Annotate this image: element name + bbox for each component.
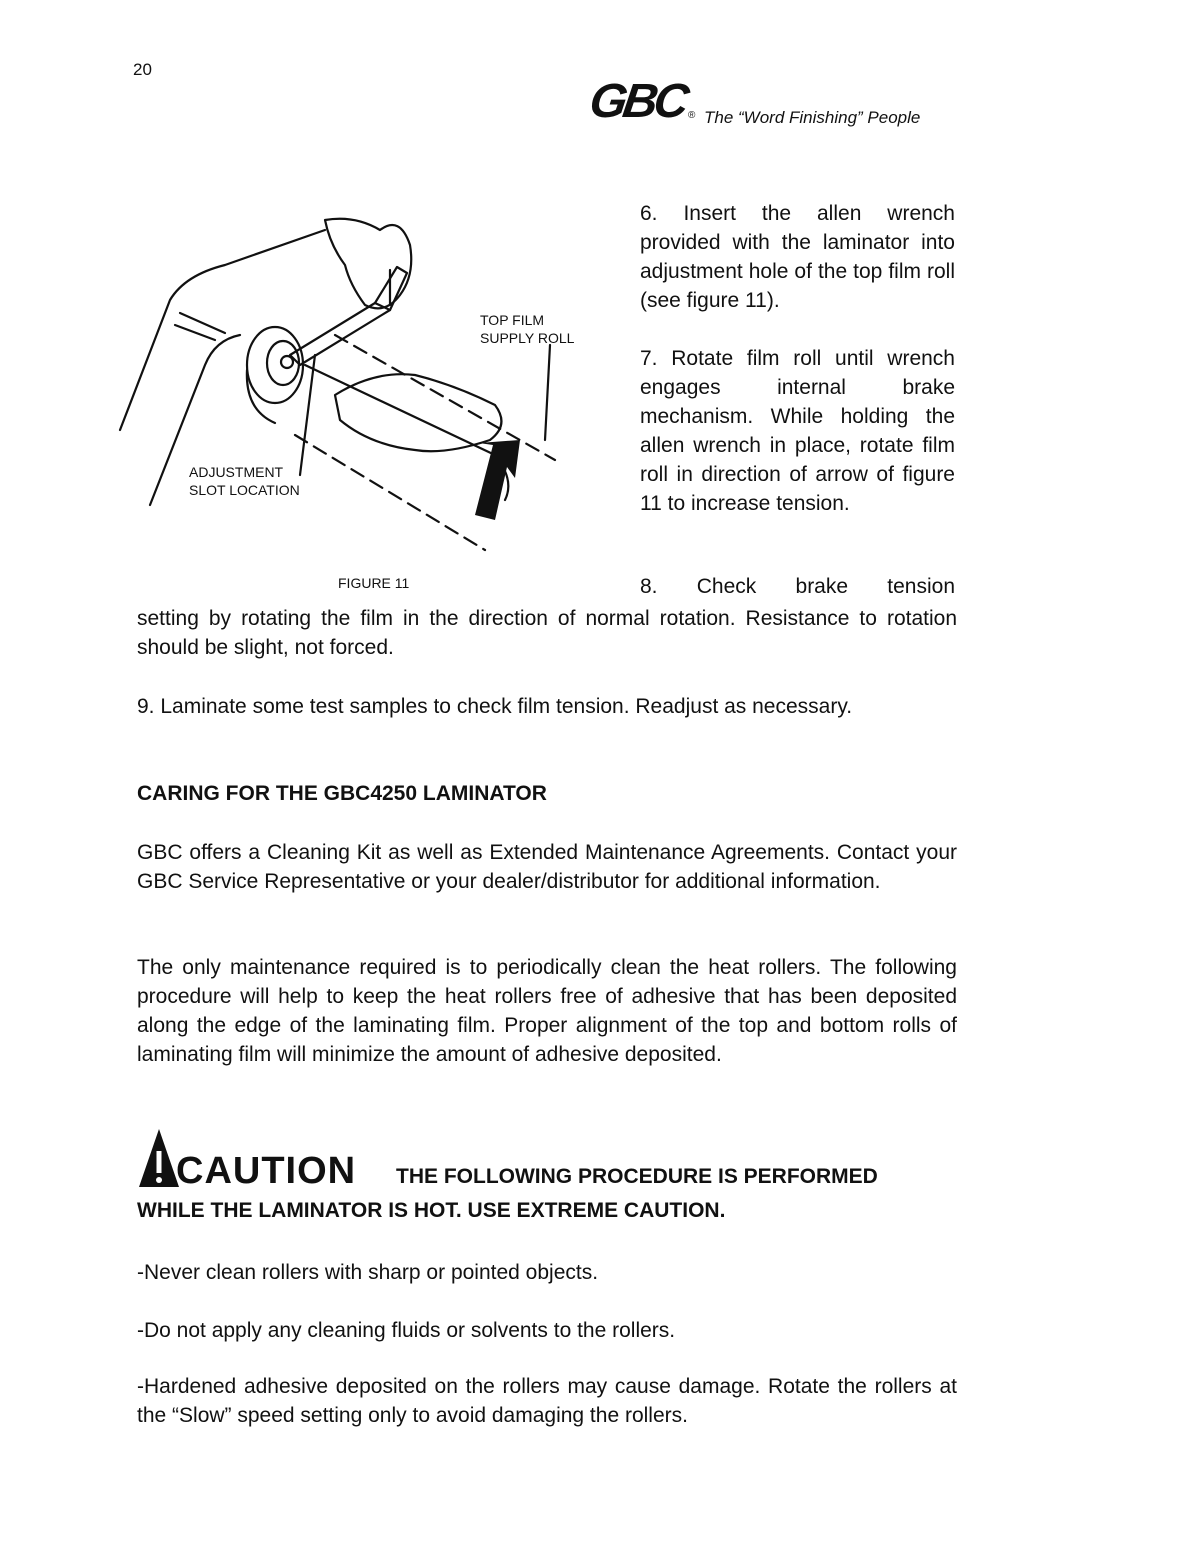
step-8-continued: setting by rotating the film in the direction of normal rotation. Resistance to rotation should be slight, not forced. — [137, 607, 957, 659]
registered-mark: ® — [688, 110, 696, 121]
allen-wrench-icon — [290, 303, 390, 365]
caution-line-1: THE FOLLOWING PROCEDURE IS PERFORMED — [396, 1165, 878, 1188]
bullet-2: -Do not apply any cleaning fluids or solvents to the rollers. — [137, 1319, 676, 1342]
second-hand-outline — [335, 374, 501, 451]
caution-line-2: WHILE THE LAMINATOR IS HOT. USE EXTREME CAUTION. — [137, 1199, 726, 1222]
bullet-1: -Never clean rollers with sharp or pointed objects. — [137, 1261, 599, 1284]
leader-top-film — [545, 345, 550, 440]
bullet-3: -Hardened adhesive deposited on the rollers may cause damage. Rotate the rollers at the “Slow” speed setting only to avoid damaging the rollers. — [137, 1375, 957, 1427]
label-adjust-2: SLOT LOCATION — [189, 482, 300, 498]
step-6: 6. Insert the allen wrench provided with the laminator into adjustment hole of the top film roll (see figure 11). — [640, 202, 955, 312]
rotation-arrow-icon — [475, 440, 520, 520]
film-edge-dash-2 — [335, 335, 555, 460]
machine-housing-outline — [120, 230, 325, 430]
label-top-film-2: SUPPLY ROLL — [480, 330, 575, 346]
adjustment-slot — [281, 356, 293, 368]
step-7: 7. Rotate film roll until wrench engages internal brake mechanism. While holding the allen wrench in place, rotate film roll in direction of arrow of figure 11 to increase tension. — [640, 347, 955, 515]
warning-triangle-icon — [137, 1127, 181, 1189]
step-9: 9. Laminate some test samples to check film tension. Readjust as necessary. — [137, 695, 853, 718]
caution-word: CAUTION — [176, 1150, 357, 1192]
figure-11-illustration — [115, 195, 615, 565]
section-paragraph-2: The only maintenance required is to periodically clean the heat rollers. The following procedure will help to keep the heat rollers free of adhesive that has been deposited along the edge of the laminating film. Proper alignment of the top and bottom rolls of laminating film will minimize the amount of adhesive deposited. — [137, 956, 957, 1066]
film-roll-outline — [305, 365, 508, 500]
figure-caption: FIGURE 11 — [338, 575, 410, 591]
gbc-logo: GBC — [586, 75, 689, 128]
label-adjust-1: ADJUSTMENT — [189, 464, 284, 480]
machine-top-line — [175, 325, 215, 340]
roll-cap — [247, 327, 303, 403]
section-heading: CARING FOR THE GBC4250 LAMINATOR — [137, 782, 547, 805]
label-top-film-1: TOP FILM — [480, 312, 545, 328]
step-8-lead: 8. Check brake tension — [640, 575, 955, 598]
section-paragraph-1: GBC offers a Cleaning Kit as well as Extended Maintenance Agreements. Contact your GBC Service Representative or your dealer/distributor for additional information. — [137, 841, 957, 893]
page-number: 20 — [133, 60, 152, 79]
roll-cap-inner — [267, 341, 299, 385]
header-tagline: The “Word Finishing” People — [704, 108, 921, 127]
hand-outline — [325, 219, 411, 309]
film-edge-dash — [295, 435, 485, 550]
